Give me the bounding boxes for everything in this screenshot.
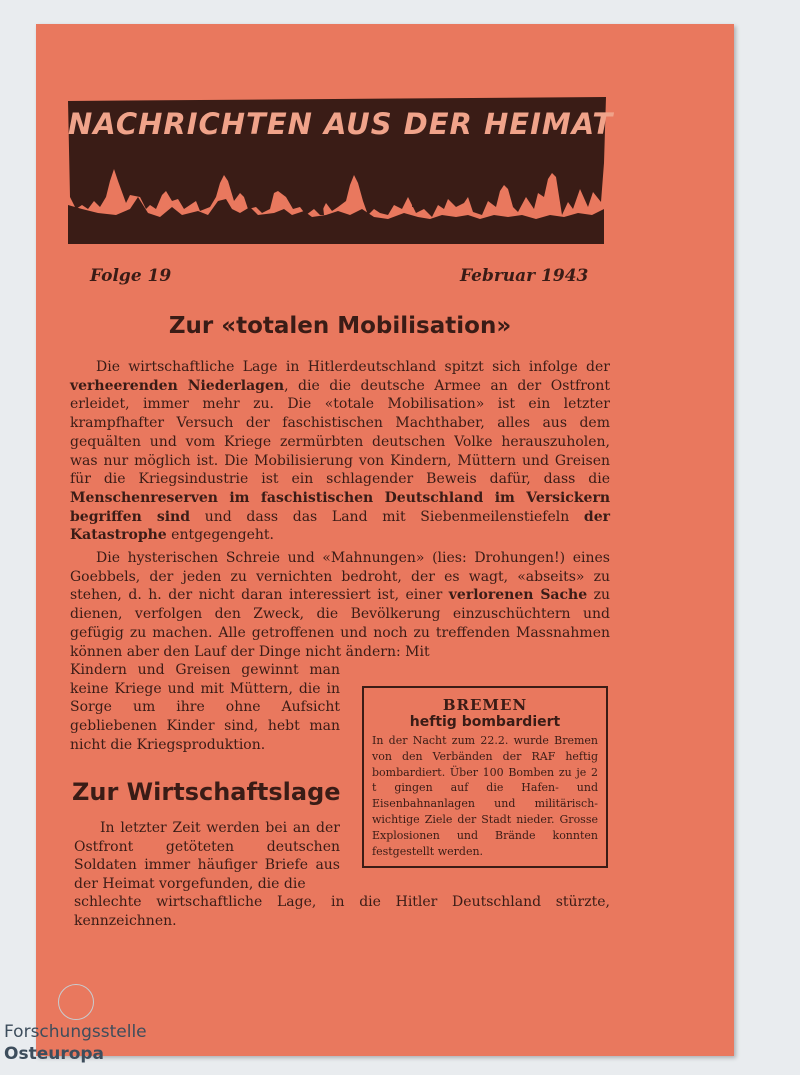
issue-number: Folge 19 xyxy=(90,266,172,286)
issue-date: Februar 1943 xyxy=(460,266,589,286)
article-paragraph-1 xyxy=(70,358,610,545)
article-headline: Zur «totalen Mobilisation» xyxy=(168,313,512,339)
emphasis-text: verheerenden Niederlagen xyxy=(70,377,285,394)
paragraph-text: Die wirtschaftliche Lage in Hitlerdeutschland spitzt sich infolge der xyxy=(96,359,610,375)
paragraph-text: Die hysterischen Schreie und «Mahnungen» (lies: Drohungen!) eines Goebbels, der jeden zu vernichten bedroht, der es wagt, «abseits» zu stehen, d. h. der nicht daran interessiert ist, einer xyxy=(70,550,610,604)
news-box-subtitle: heftig bombardiert xyxy=(409,714,561,730)
archive-logo-line1: Forschungsstelle xyxy=(4,1022,147,1042)
paragraph-text: , die die deutsche Armee an der Ostfront erleidet, immer mehr zu. Die «totale Mobilisation» ist ein letzter krampfhafter Versuch der faschistischen Machthaber, alles aus dem gequälten und vom Kriege zermürbten deutschen Volke herauszuholen, was nur möglich ist. Die Mobilisierung von Kindern, Müttern und Greisen für die Kriegsindustrie ist ein schlagender Beweis dafür, dass die xyxy=(70,377,611,488)
masthead-title: NACHRICHTEN AUS DER HEIMAT xyxy=(68,107,614,141)
news-box-title: BREMEN xyxy=(442,696,528,714)
news-box-text: In der Nacht zum 22.2. wurde Bremen von den Verbänden der RAF heftig bombardiert. Über 100 Bomben zu je 2 t gingen auf die Hafen- und Eisenbahnanlagen und militärisch-wichtige Ziele der Stadt nieder. Grosse Explosionen und Brände konnten festgestellt werden. xyxy=(372,734,598,858)
archive-logo xyxy=(4,1021,147,1065)
masthead xyxy=(68,97,614,244)
article-paragraph-2-continued: Kindern und Greisen gewinnt man keine Kriege und mit Müttern, die in Sorge um ihre ohne Aufsicht gebliebenen Kinder sind, hebt man nicht die Kriegsproduktion. xyxy=(70,662,340,753)
paragraph-text: entgegengeht. xyxy=(166,527,274,544)
article-paragraph-2 xyxy=(70,549,610,661)
news-box xyxy=(362,686,608,868)
emphasis-text: verlorenen Sache xyxy=(448,587,588,604)
archive-logo-line2: Osteuropa xyxy=(4,1044,105,1064)
article-2-paragraph-continued: schlechte wirtschaftliche Lage, in die Hitler Deutschland stürzte, kennzeichnen. xyxy=(74,894,610,929)
emphasis-text: der Katastrophe xyxy=(70,508,610,544)
paragraph-text: zu dienen, verfolgen den Zweck, die Bevölkerung einzuschüchtern und gefügig zu machen. Alle getroffenen und noch zu treffenden Massnahmen können aber den Lauf der Dinge nicht ändern: Mit xyxy=(70,587,611,660)
paragraph-text: und dass das Land mit Siebenmeilenstiefeln xyxy=(190,508,584,525)
section-headline: Zur Wirtschaftslage xyxy=(72,778,341,806)
archive-stamp-icon xyxy=(58,984,94,1020)
article-2-paragraph: In letzter Zeit werden bei an der Ostfront getöteten deutschen Soldaten immer häufiger Briefe aus der Heimat vorgefunden, die die xyxy=(74,820,340,893)
emphasis-text: Menschenreserven im faschistischen Deutschland im Versickern begriffen sind xyxy=(70,489,610,525)
